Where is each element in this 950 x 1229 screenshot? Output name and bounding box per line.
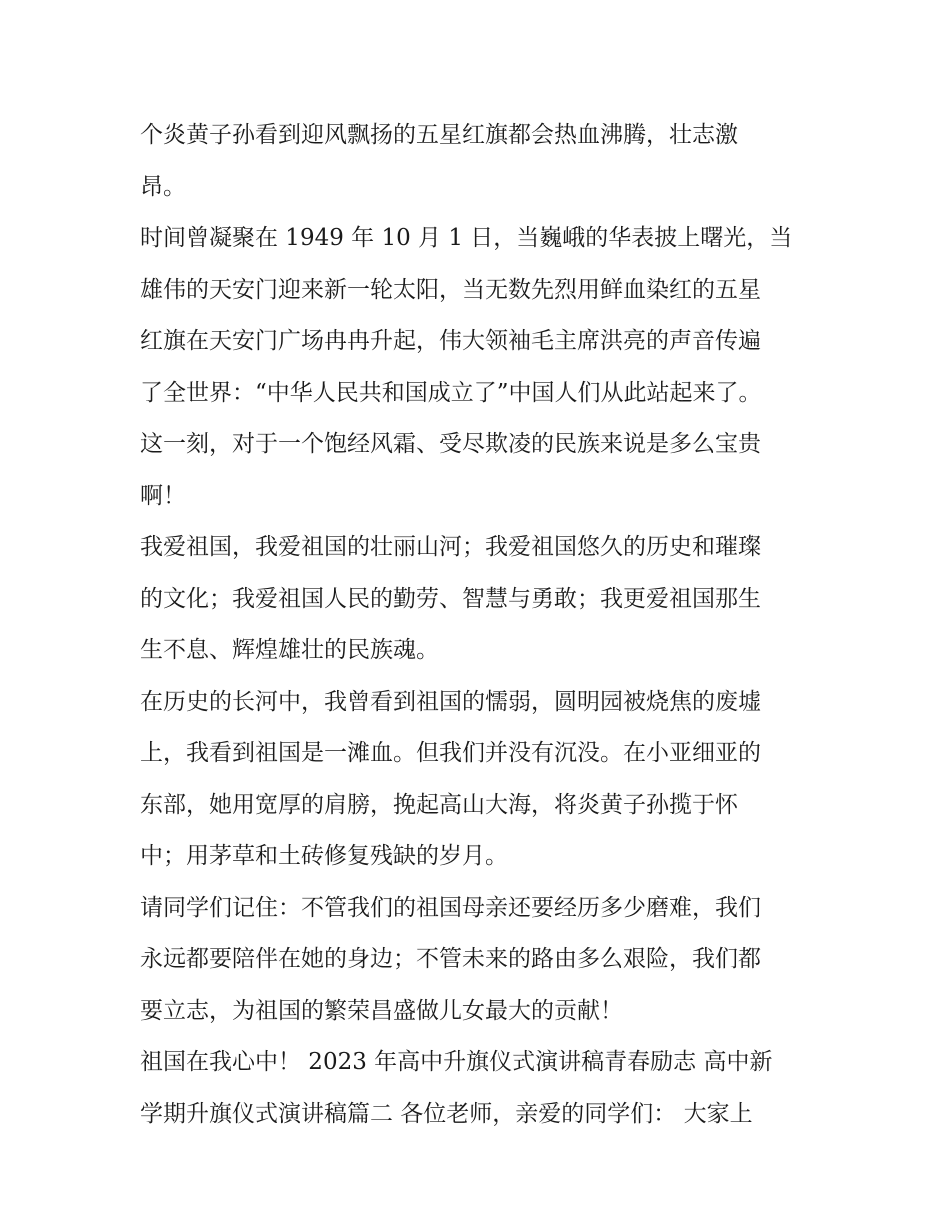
text-line: 我爱祖国，我爱祖国的壮丽山河；我爱祖国悠久的历史和璀璨: [140, 534, 761, 560]
text-line: 学期升旗仪式演讲稿篇二 各位老师，亲爱的同学们： 大家上: [140, 1100, 753, 1127]
text-line: 上，我看到祖国是一滩血。但我们并没有沉没。在小亚细亚的: [140, 740, 761, 766]
text-line: 东部，她用宽厚的肩膀，挽起高山大海，将炎黄子孙揽于怀: [140, 791, 738, 818]
text-line: 了全世界：“中华人民共和国成立了”中国人们从此站起来了。: [140, 379, 762, 406]
text-line: 中；用茅草和土砖修复残缺的岁月。: [140, 843, 508, 869]
text-line: 这一刻，对于一个饱经风霜、受尽欺凌的民族来说是多么宝贵: [140, 431, 761, 457]
text-line: 昂。: [140, 173, 186, 200]
body-text: [140, 110, 820, 1140]
text-line: 时间曾凝聚在 1949 年 10 月 1 日，当巍峨的华表披上曙光，当: [140, 225, 793, 251]
text-line: 啊！: [140, 482, 186, 509]
text-line: 祖国在我心中！ 2023 年高中升旗仪式演讲稿青春励志 高中新: [140, 1049, 773, 1075]
text-line: 红旗在天安门广场冉冉升起，伟大领袖毛主席洪亮的声音传遍: [140, 328, 761, 354]
text-line: 的文化；我爱祖国人民的勤劳、智慧与勇敢；我更爱祖国那生: [140, 585, 761, 612]
text-line: 请同学们记住：不管我们的祖国母亲还要经历多少磨难，我们: [140, 894, 761, 921]
text-line: 永远都要陪伴在她的身边；不管未来的路由多么艰险，我们都: [140, 946, 761, 972]
text-line: 要立志，为祖国的繁荣昌盛做儿女最大的贡献！: [140, 997, 623, 1024]
text-line: 雄伟的天安门迎来新一轮太阳，当无数先烈用鲜血染红的五星: [140, 276, 761, 303]
text-line: 在历史的长河中，我曾看到祖国的懦弱，圆明园被烧焦的废墟: [140, 688, 761, 715]
text-line: 生不息、辉煌雄壮的民族魂。: [140, 637, 439, 663]
text-line: 个炎黄子孙看到迎风飘扬的五星红旗都会热血沸腾，壮志激: [140, 122, 738, 148]
